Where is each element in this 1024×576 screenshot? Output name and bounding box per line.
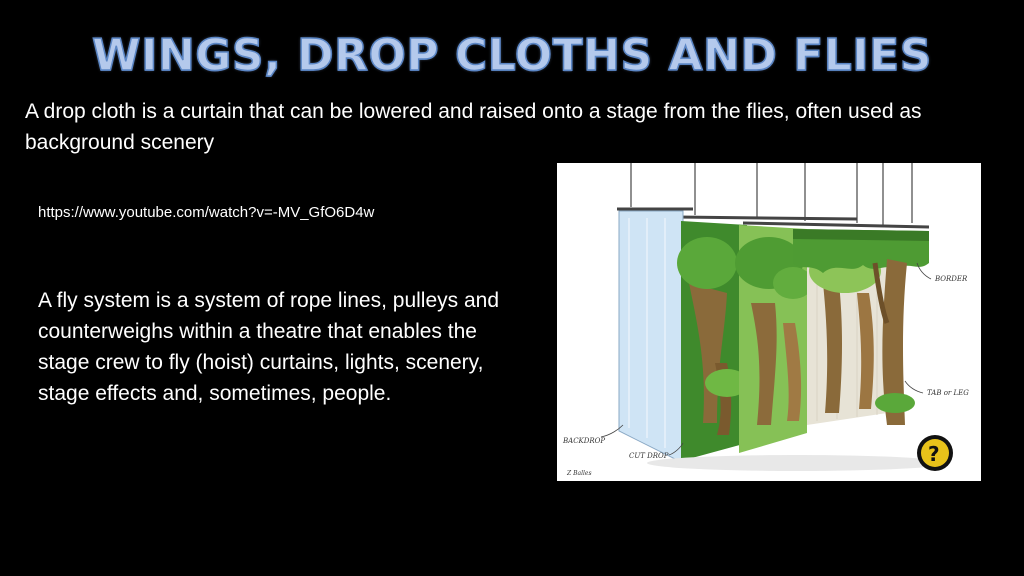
logo-icon	[917, 435, 953, 471]
fly-system-text: A fly system is a system of rope lines, pulleys and counterweighs within a theatre that enables the stage crew to fly (hoist) curtains, lights, scenery, stage effects and, sometimes, people.	[38, 289, 500, 405]
stage-scenery-illustration	[557, 163, 981, 481]
label-backdrop: BACKDROP	[563, 437, 606, 445]
label-border: BORDER	[935, 275, 968, 283]
label-signature: Z Balles	[567, 470, 592, 477]
label-tab-or-leg: TAB or LEG	[927, 389, 969, 397]
svg-text:?: ?	[928, 442, 940, 466]
label-cut-drop: CUT DROP	[629, 452, 669, 460]
slide-title: WINGS, DROP CLOTHS AND FLIES	[92, 30, 932, 81]
stage-scenery-drawing	[557, 163, 981, 481]
youtube-link[interactable]: https://www.youtube.com/watch?v=-MV_GfO6D4w	[38, 204, 375, 221]
intro-text: A drop cloth is a curtain that can be lowered and raised onto a stage from the flies, often used as background scenery	[25, 100, 922, 154]
